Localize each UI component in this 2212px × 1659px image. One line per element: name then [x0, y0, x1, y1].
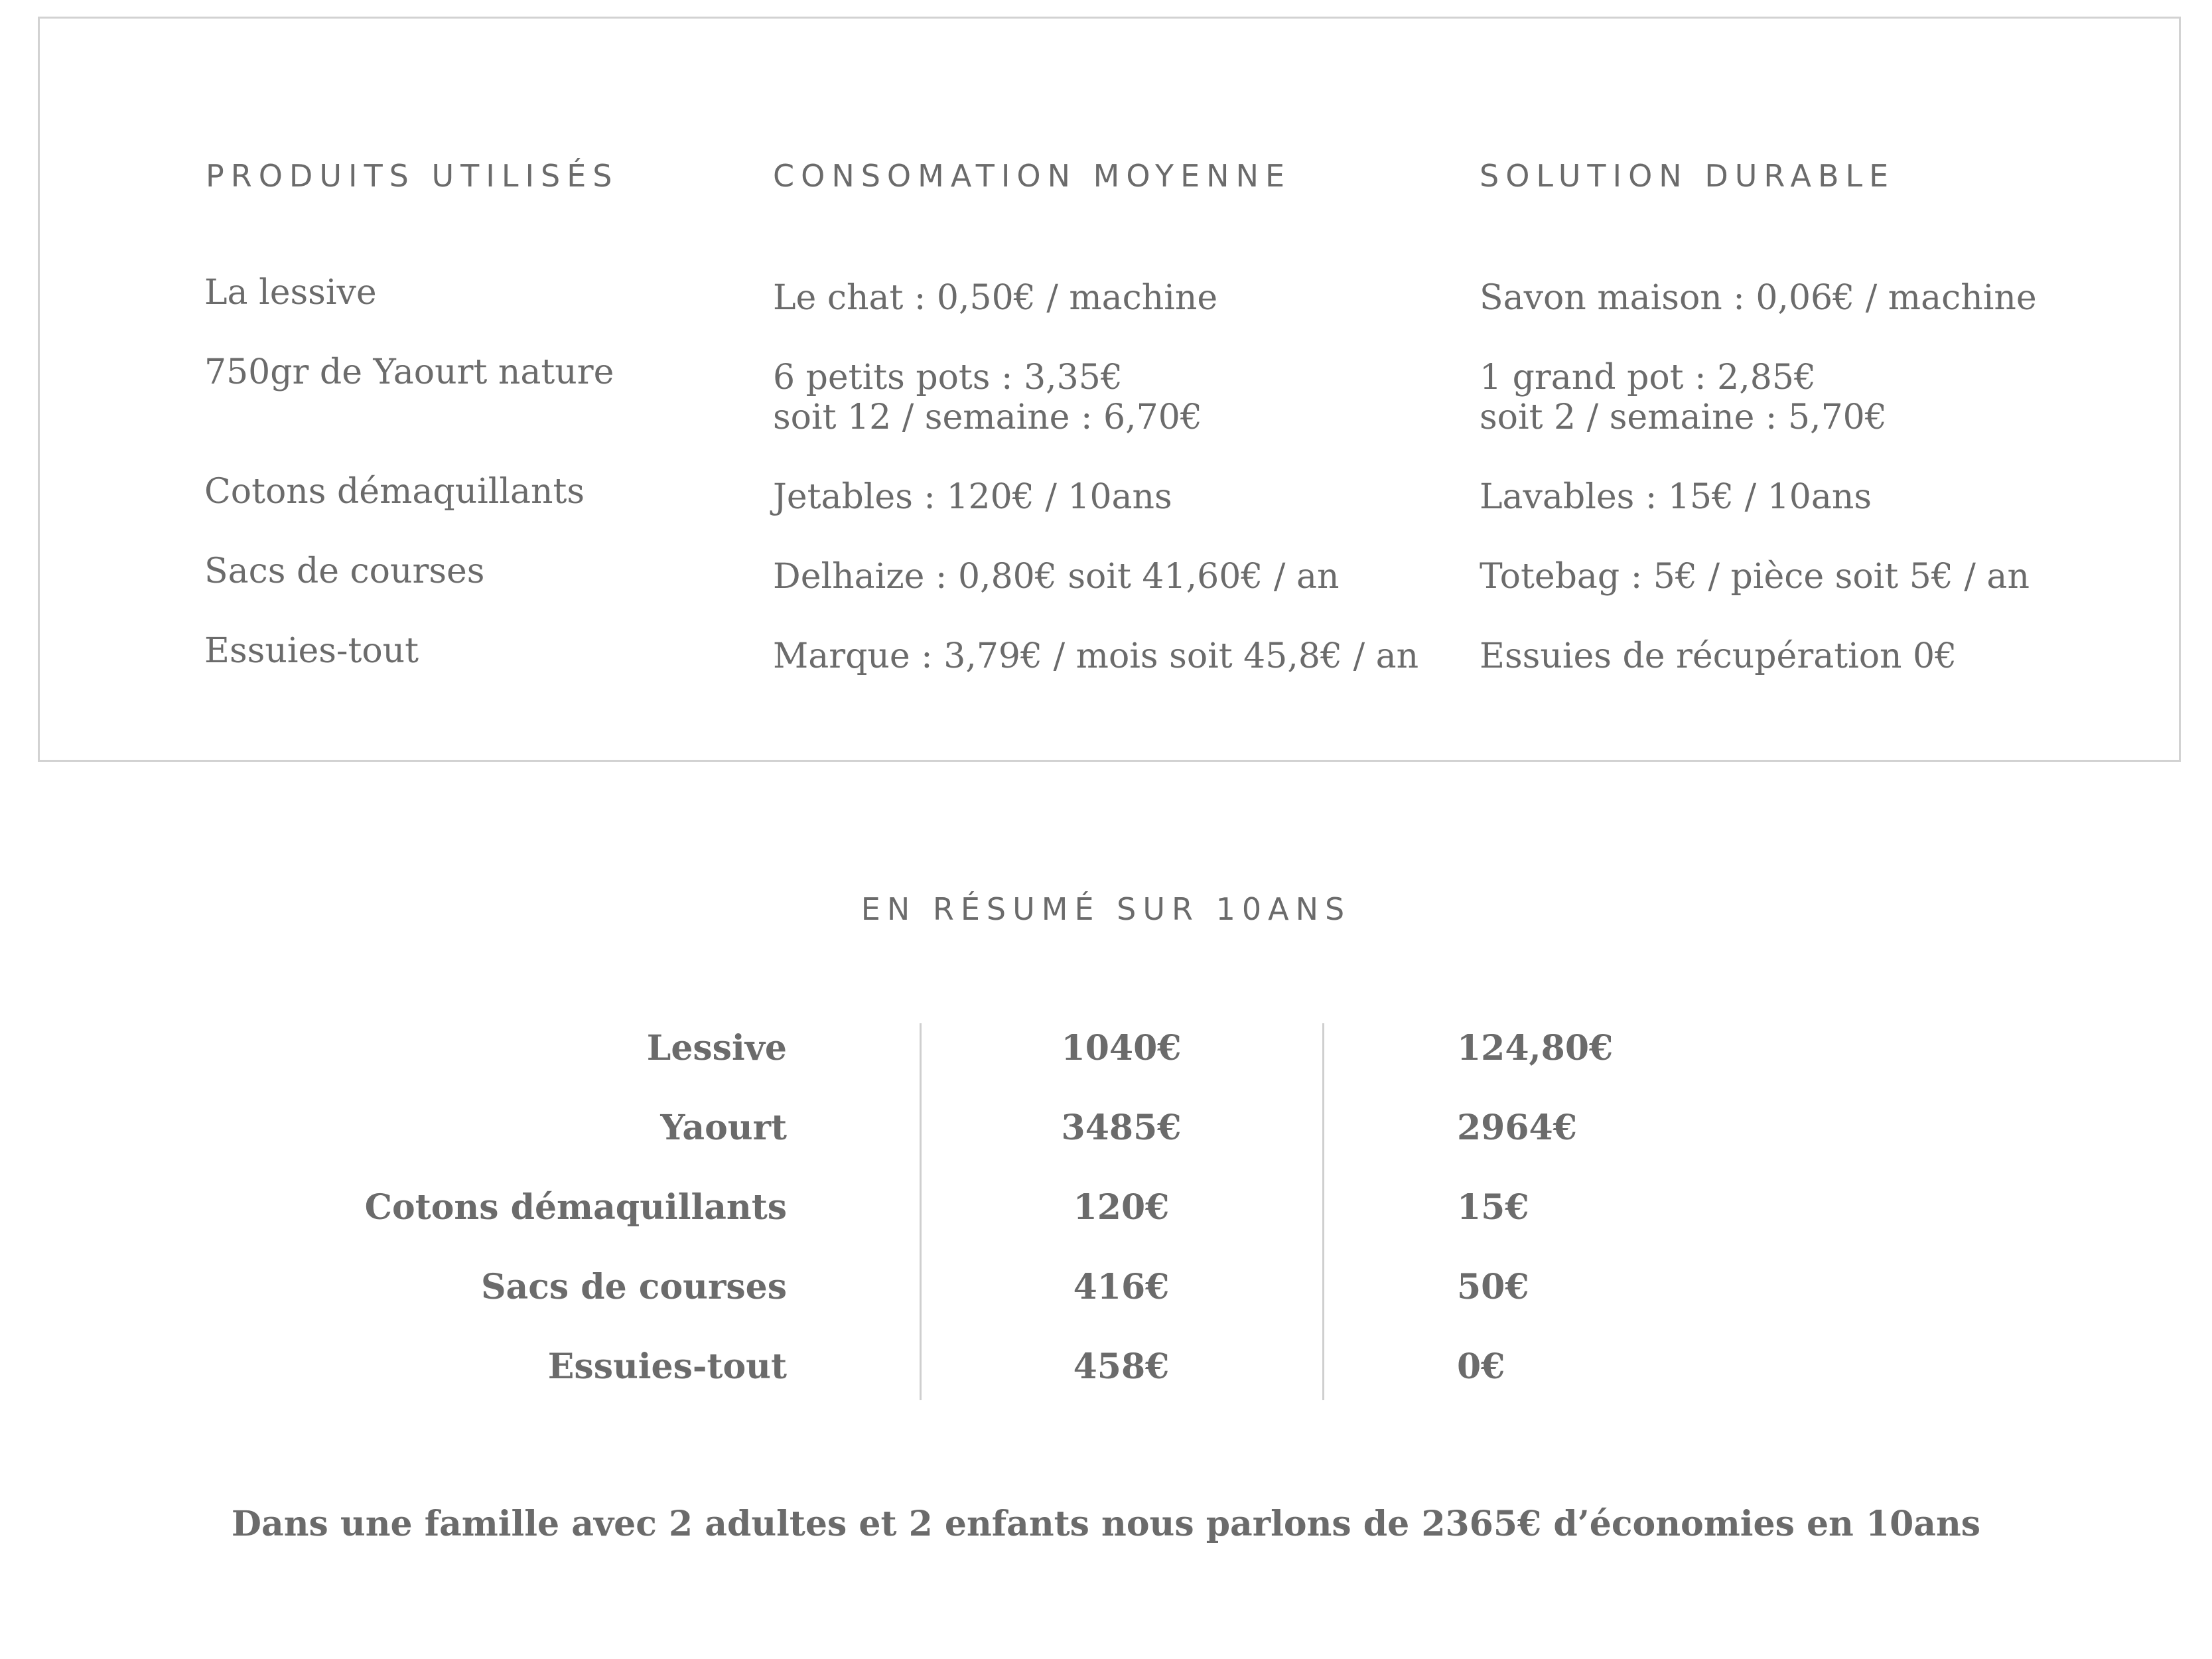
sustainable-item-yogurt-line2: soit 2 / semaine : 5,70€ — [1480, 397, 1887, 437]
summary-conventional-shopping-bags: 416€ — [1073, 1267, 1170, 1307]
product-item-cotton-pads: Cotons démaquillants — [204, 472, 585, 512]
summary-title: EN RÉSUMÉ SUR 10ANS — [861, 891, 1351, 927]
summary-divider-left — [920, 1023, 922, 1400]
average-item-paper-towels: Marque : 3,79€ / mois soit 45,8€ / an — [773, 636, 1419, 676]
average-item-yogurt-line2: soit 12 / semaine : 6,70€ — [773, 397, 1202, 437]
summary-divider-right — [1322, 1023, 1324, 1400]
average-consumption-heading: CONSOMATION MOYENNE — [773, 158, 1292, 194]
average-item-yogurt-line1: 6 petits pots : 3,35€ — [773, 358, 1123, 397]
product-item-shopping-bags: Sacs de courses — [204, 551, 485, 591]
summary-sustainable-laundry: 124,80€ — [1457, 1028, 1614, 1068]
sustainable-item-laundry: Savon maison : 0,06€ / machine — [1480, 278, 2037, 318]
product-item-laundry: La lessive — [204, 273, 377, 313]
sustainable-item-yogurt-line1: 1 grand pot : 2,85€ — [1480, 358, 1816, 397]
summary-sustainable-shopping-bags: 50€ — [1457, 1267, 1529, 1307]
products-heading: PRODUITS UTILISÉS — [206, 158, 619, 194]
summary-label-cotton-pads: Cotons démaquillants — [364, 1187, 787, 1228]
summary-conventional-yogurt: 3485€ — [1061, 1108, 1182, 1148]
summary-sustainable-cotton-pads: 15€ — [1457, 1187, 1529, 1228]
average-item-shopping-bags: Delhaize : 0,80€ soit 41,60€ / an — [773, 557, 1340, 597]
product-item-yogurt: 750gr de Yaourt nature — [204, 352, 614, 392]
sustainable-solution-heading: SOLUTION DURABLE — [1480, 158, 1896, 194]
sustainable-item-cotton-pads: Lavables : 15€ / 10ans — [1480, 477, 1872, 517]
summary-sustainable-paper-towels: 0€ — [1457, 1346, 1505, 1387]
summary-label-yogurt: Yaourt — [660, 1108, 787, 1148]
sustainable-item-paper-towels: Essuies de récupération 0€ — [1480, 636, 1957, 676]
comparison-panel — [38, 17, 2181, 762]
savings-conclusion: Dans une famille avec 2 adultes et 2 enfants nous parlons de 2365€ d’économies en 10ans — [231, 1504, 1981, 1544]
summary-label-laundry: Lessive — [646, 1028, 787, 1068]
summary-conventional-laundry: 1040€ — [1061, 1028, 1182, 1068]
summary-label-paper-towels: Essuies-tout — [547, 1346, 787, 1387]
summary-conventional-cotton-pads: 120€ — [1073, 1187, 1170, 1228]
average-item-cotton-pads: Jetables : 120€ / 10ans — [773, 477, 1172, 517]
summary-conventional-paper-towels: 458€ — [1073, 1346, 1170, 1387]
product-item-paper-towels: Essuies-tout — [204, 631, 419, 671]
average-item-laundry: Le chat : 0,50€ / machine — [773, 278, 1218, 318]
summary-sustainable-yogurt: 2964€ — [1457, 1108, 1577, 1148]
sustainable-item-shopping-bags: Totebag : 5€ / pièce soit 5€ / an — [1480, 557, 2030, 597]
summary-label-shopping-bags: Sacs de courses — [480, 1267, 787, 1307]
